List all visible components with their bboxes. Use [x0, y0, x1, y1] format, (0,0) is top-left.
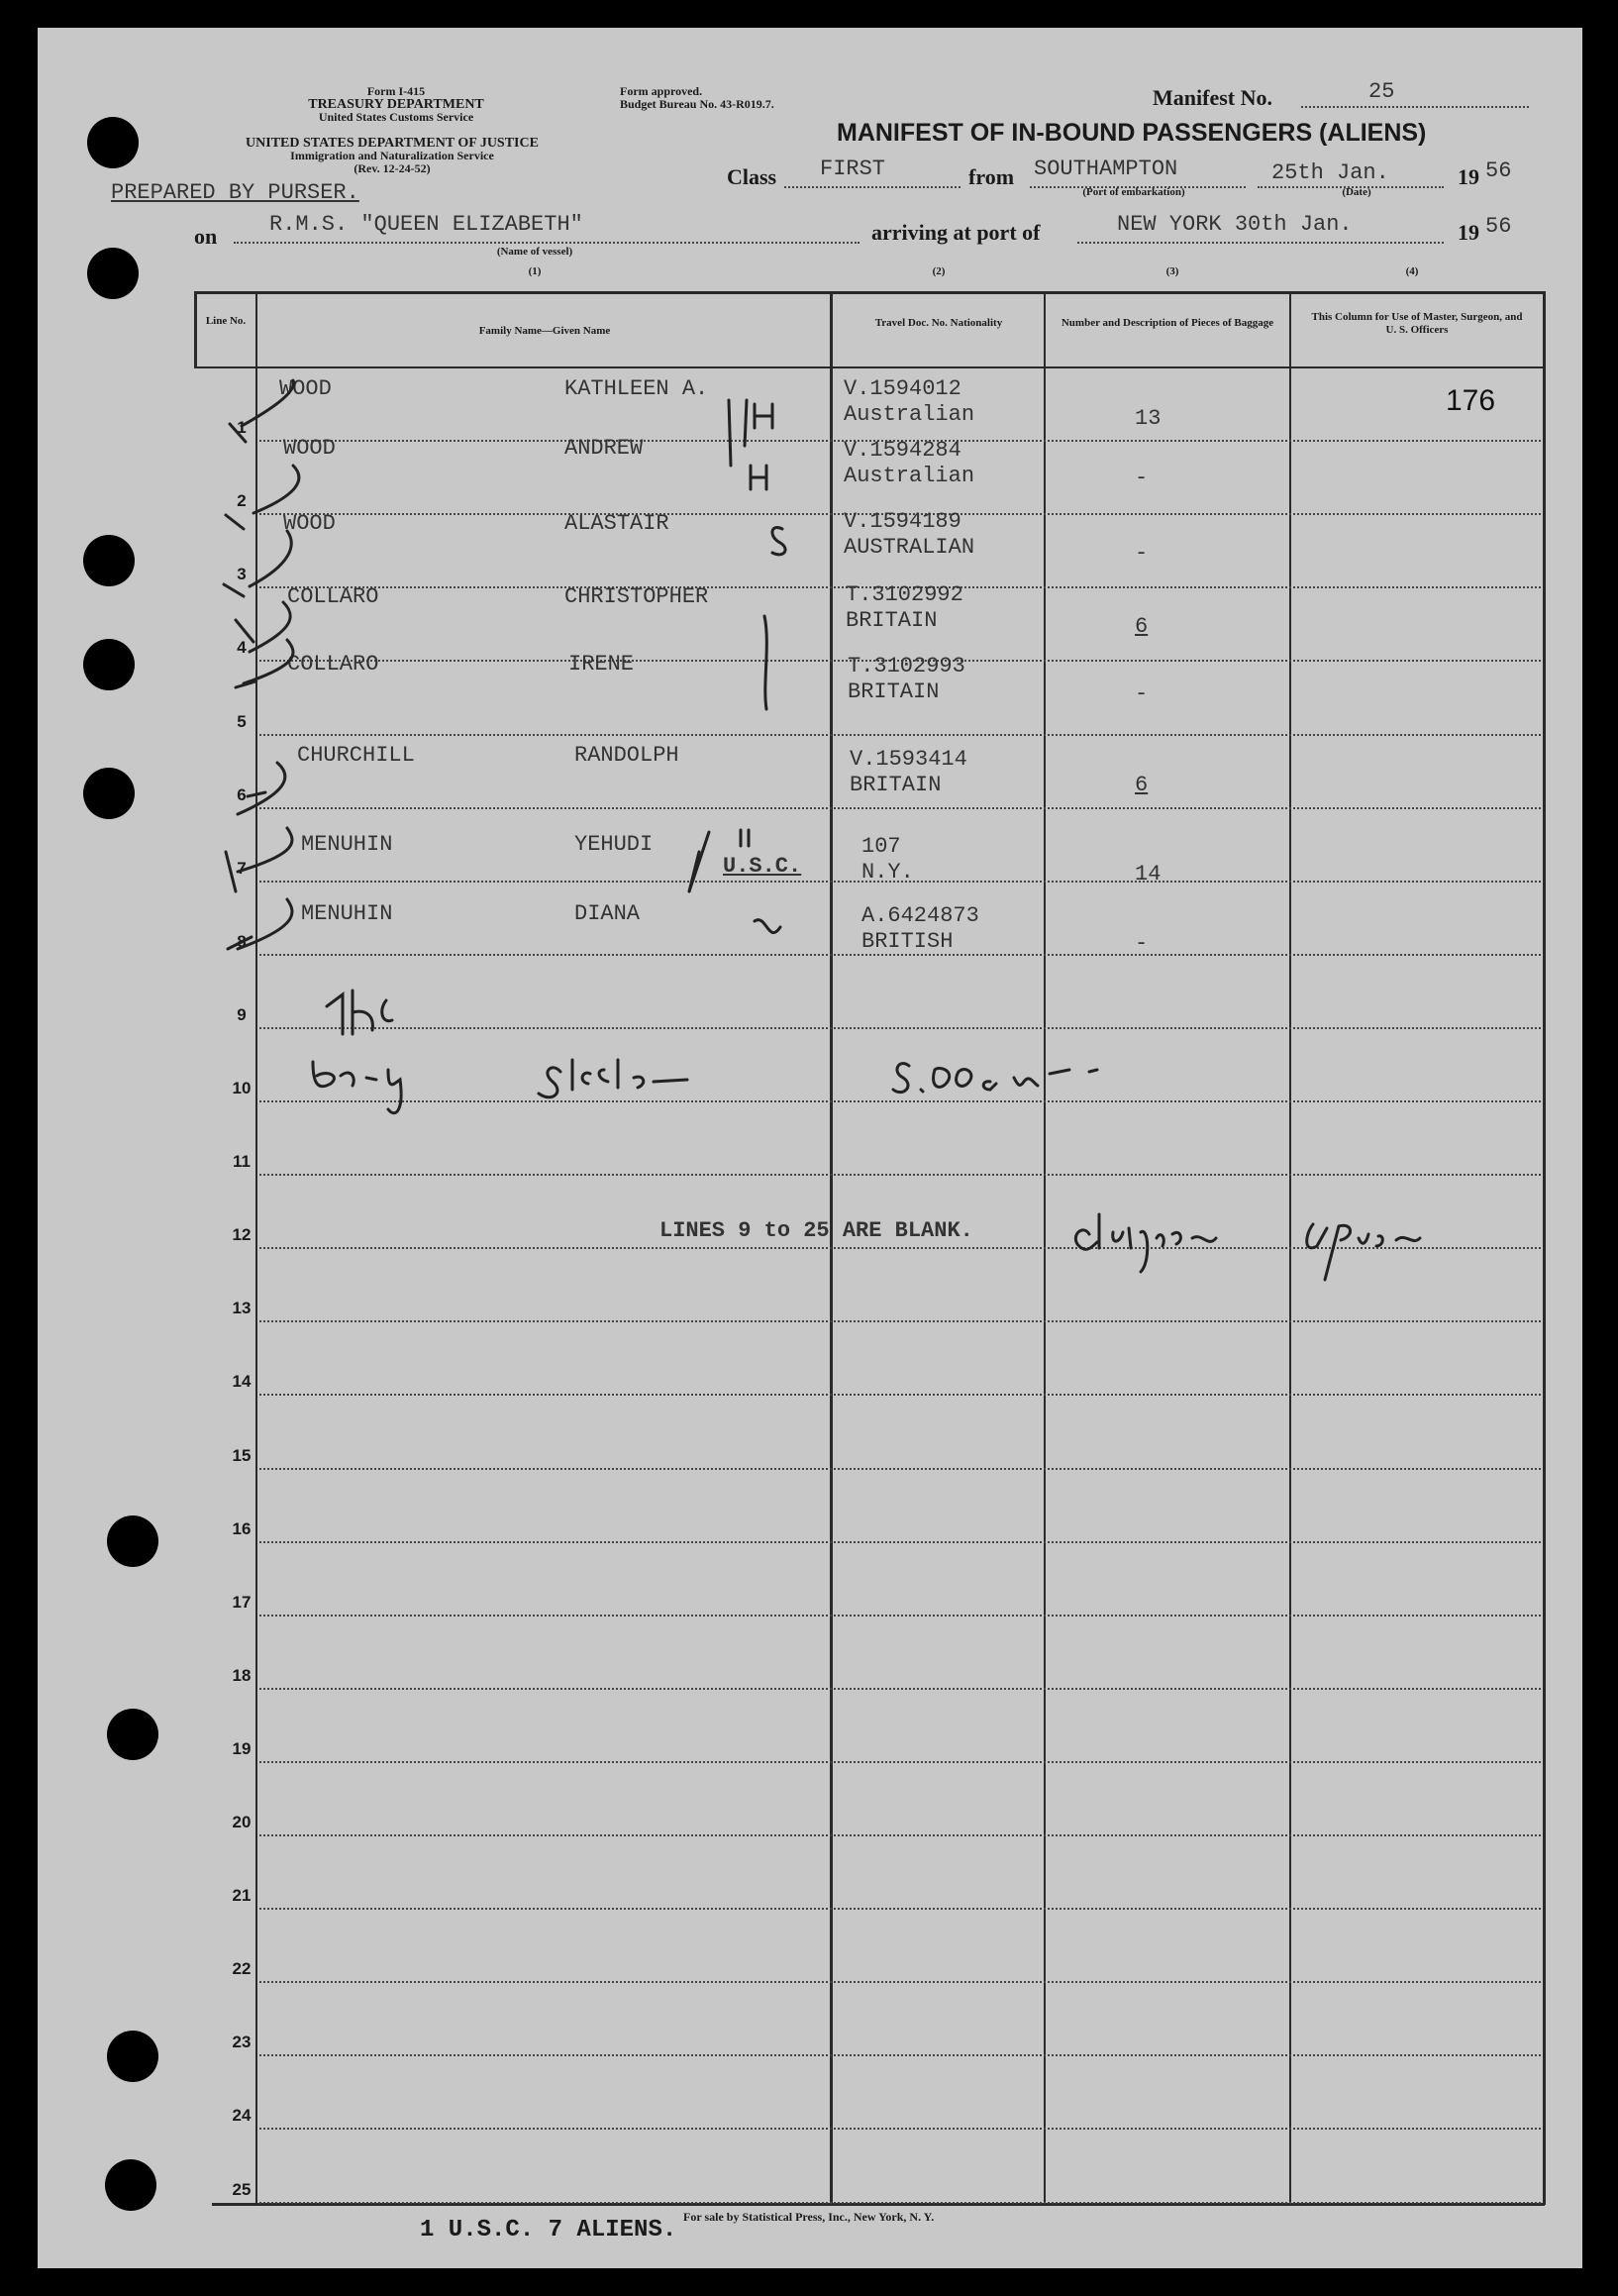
- line-number: 11: [233, 1152, 251, 1171]
- col-header-name: Family Name—Given Name: [478, 325, 611, 337]
- col-num-3: (3): [1165, 265, 1179, 277]
- customs-service: United States Customs Service: [318, 110, 474, 124]
- passenger-nationality: BRITAIN: [850, 773, 942, 797]
- line-number: 13: [232, 1299, 252, 1317]
- line-number: 21: [232, 1886, 252, 1905]
- col-header-travel-doc: Travel Doc. No. Nationality: [874, 317, 1003, 329]
- line-number: 8: [237, 932, 247, 951]
- passenger-family-name: COLLARO: [287, 584, 379, 609]
- passenger-given-name: DIANA: [574, 901, 641, 926]
- passenger-family-name: MENUHIN: [301, 832, 393, 857]
- line-number: 12: [232, 1225, 252, 1244]
- line-number: 4: [237, 638, 247, 657]
- on-label: on: [194, 224, 218, 249]
- line-number: 24: [232, 2106, 252, 2125]
- line-number: 18: [232, 1666, 252, 1685]
- passenger-family-name: COLLARO: [287, 652, 379, 677]
- manifest-no-value: 25: [1368, 79, 1395, 104]
- from-label: from: [968, 164, 1015, 189]
- col-num-2: (2): [932, 265, 946, 277]
- passenger-given-name: YEHUDI: [574, 832, 654, 857]
- page-title: MANIFEST OF IN-BOUND PASSENGERS (ALIENS): [837, 119, 1427, 147]
- passenger-baggage: 13: [1135, 406, 1162, 431]
- form-approved: Form approved.: [620, 84, 703, 98]
- class-value: FIRST: [820, 157, 886, 181]
- passenger-travel-doc: V.1594012: [844, 376, 961, 401]
- passenger-family-name: WOOD: [283, 436, 336, 461]
- date-caption: (Date): [1342, 186, 1371, 198]
- prepared-by: PREPARED BY PURSER.: [111, 180, 359, 205]
- form-number: Form I-415: [366, 84, 426, 98]
- blank-lines-note: LINES 9 to 25 ARE BLANK.: [659, 1218, 973, 1243]
- year-prefix: 19: [1458, 164, 1479, 189]
- arriving-label: arriving at port of: [871, 220, 1041, 245]
- passenger-nationality: BRITAIN: [846, 608, 938, 633]
- year-value: 56: [1485, 158, 1512, 183]
- line-number: 14: [232, 1372, 252, 1391]
- passenger-nationality: Australian: [844, 402, 975, 427]
- line-number: 20: [232, 1813, 252, 1831]
- arrive-year-prefix: 19: [1458, 220, 1479, 245]
- line-number: 6: [237, 785, 247, 804]
- passenger-family-name: MENUHIN: [301, 901, 393, 926]
- line-number: 15: [232, 1446, 252, 1465]
- line-number: 3: [237, 565, 247, 583]
- passenger-nationality: N.Y.: [861, 860, 914, 885]
- passenger-family-name: CHURCHILL: [297, 743, 415, 768]
- totals: 1 U.S.C. 7 ALIENS.: [420, 2217, 677, 2244]
- passenger-family-name: WOOD: [279, 376, 332, 401]
- arriving-value: NEW YORK 30th Jan.: [1117, 212, 1353, 237]
- usc-marker: U.S.C.: [723, 854, 802, 879]
- line-number: 1: [237, 418, 247, 437]
- passenger-travel-doc: V.1594284: [844, 438, 961, 463]
- manifest-no-label: Manifest No.: [1153, 85, 1272, 110]
- col-header-officers: This Column for Use of Master, Surgeon, and U. S. Officers: [1311, 311, 1523, 336]
- line-number: 22: [232, 1959, 252, 1978]
- passenger-nationality: AUSTRALIAN: [844, 535, 975, 560]
- officer-note: 176: [1446, 384, 1496, 417]
- passenger-travel-doc: T.3102992: [846, 582, 963, 607]
- passenger-given-name: KATHLEEN A.: [564, 376, 709, 401]
- port-caption: (Port of embarkation): [1082, 186, 1185, 198]
- line-number: 19: [232, 1739, 252, 1758]
- passenger-travel-doc: V.1594189: [844, 509, 961, 534]
- passenger-travel-doc: 107: [861, 834, 901, 859]
- passenger-given-name: RANDOLPH: [574, 743, 679, 768]
- passenger-travel-doc: A.6424873: [861, 903, 979, 928]
- col-header-line-no: Line No.: [205, 315, 247, 327]
- line-number: 17: [232, 1593, 252, 1612]
- treasury-dept: TREASURY DEPARTMENT: [308, 97, 484, 112]
- passenger-given-name: CHRISTOPHER: [564, 584, 709, 609]
- passenger-nationality: BRITAIN: [848, 679, 940, 704]
- passenger-baggage: 6: [1135, 614, 1149, 639]
- form-revision: (Rev. 12-24-52): [354, 161, 431, 175]
- line-number: 5: [237, 712, 247, 731]
- arrive-year-value: 56: [1485, 214, 1512, 239]
- passenger-baggage: -: [1135, 931, 1149, 956]
- justice-dept: UNITED STATES DEPARTMENT OF JUSTICE: [246, 136, 539, 151]
- passenger-given-name: ALASTAIR: [564, 511, 669, 536]
- passenger-family-name: WOOD: [283, 511, 336, 536]
- printer-note: For sale by Statistical Press, Inc., New York, N. Y.: [683, 2210, 935, 2224]
- vessel-value: R.M.S. "QUEEN ELIZABETH": [269, 212, 583, 237]
- col-num-4: (4): [1405, 265, 1419, 277]
- col-header-baggage: Number and Description of Pieces of Baggage: [1061, 317, 1274, 329]
- passenger-travel-doc: V.1593414: [850, 747, 967, 772]
- passenger-travel-doc: T.3102993: [848, 654, 965, 678]
- passenger-baggage: 14: [1135, 862, 1162, 887]
- passenger-baggage: -: [1135, 466, 1149, 490]
- line-number: 10: [232, 1079, 252, 1097]
- date-value: 25th Jan.: [1271, 160, 1389, 185]
- line-number: 2: [237, 491, 247, 510]
- class-label: Class: [727, 164, 777, 189]
- passenger-given-name: ANDREW: [564, 436, 644, 461]
- passenger-baggage: -: [1135, 681, 1149, 706]
- vessel-caption: (Name of vessel): [496, 246, 573, 258]
- passenger-given-name: IRENE: [568, 652, 635, 677]
- col-num-1: (1): [528, 265, 542, 277]
- passenger-nationality: Australian: [844, 464, 975, 488]
- line-number: 25: [232, 2180, 252, 2199]
- from-value: SOUTHAMPTON: [1034, 157, 1178, 181]
- line-number: 9: [237, 1005, 247, 1024]
- passenger-nationality: BRITISH: [861, 929, 954, 954]
- line-number: 23: [232, 2033, 252, 2051]
- line-number: 16: [232, 1519, 252, 1538]
- passenger-baggage: 6: [1135, 773, 1149, 797]
- ins-service: Immigration and Naturalization Service: [290, 149, 494, 162]
- line-number: 7: [237, 859, 247, 878]
- passenger-baggage: -: [1135, 541, 1149, 566]
- budget-bureau: Budget Bureau No. 43-R019.7.: [620, 97, 774, 111]
